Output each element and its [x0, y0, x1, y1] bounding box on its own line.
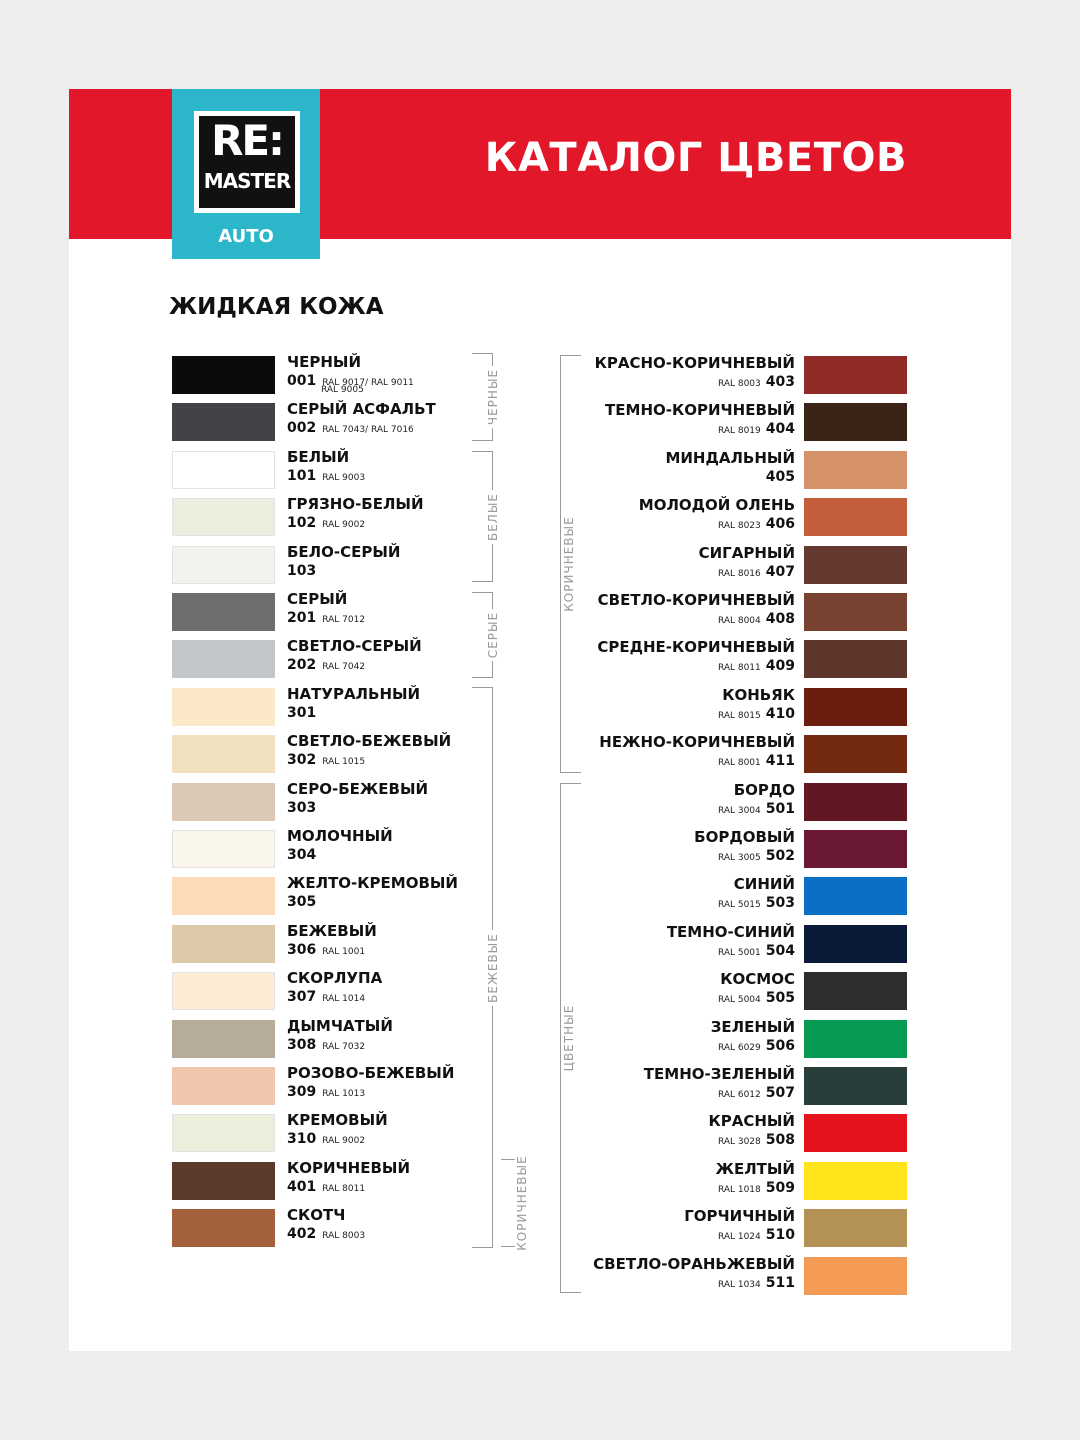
color-code: 504: [765, 942, 795, 959]
color-code-line: [718, 657, 795, 677]
ral-code: RAL 8011: [322, 1183, 366, 1194]
group-label: БЕЛЫЕ: [486, 489, 500, 543]
color-name: РОЗОВО-БЕЖЕВЫЙ: [287, 1064, 455, 1082]
ral-code: RAL 8003: [717, 379, 761, 389]
ral-code-secondary: RAL 9005: [321, 385, 364, 395]
color-code-line: [287, 419, 414, 439]
color-code: 510: [765, 1227, 795, 1244]
group-label: СЕРЫЕ: [486, 609, 500, 661]
color-code: 407: [765, 563, 795, 580]
ral-code: RAL 1014: [322, 994, 366, 1005]
color-code-line: [287, 562, 316, 580]
color-swatch-309: [172, 1067, 275, 1105]
color-code-line: [287, 467, 365, 487]
color-code-line: [287, 1036, 365, 1056]
ral-code: RAL 8001: [717, 758, 761, 769]
color-swatch-304: [172, 830, 275, 868]
color-swatch-306: [172, 925, 275, 963]
color-name: КОРИЧНЕВЫЙ: [287, 1158, 411, 1177]
color-code-line: [287, 1130, 365, 1150]
color-code-line: [287, 846, 316, 864]
ral-code: RAL 1015: [322, 757, 366, 768]
color-code-line: [718, 563, 795, 583]
color-code-line: [718, 752, 795, 772]
ral-code: RAL 7043/ RAL 7016: [322, 425, 414, 436]
color-swatch-103: [172, 546, 275, 584]
color-code-line: [287, 704, 316, 722]
color-name: КРАСНЫЙ: [708, 1112, 795, 1131]
color-code-line: [718, 373, 795, 393]
catalog-title: КАТАЛОГ ЦВЕТОВ: [484, 135, 907, 181]
color-swatch-406: [804, 498, 907, 536]
color-swatch-307: [172, 972, 275, 1010]
color-code: 410: [765, 705, 795, 722]
color-name: ДЫМЧАТЫЙ: [287, 1016, 393, 1035]
ral-code: RAL 1018: [717, 1184, 761, 1195]
color-swatch-302: [172, 735, 275, 773]
color-code-line: [287, 988, 365, 1008]
color-name: ЗЕЛЕНЫЙ: [710, 1017, 795, 1036]
color-swatch-411: [804, 735, 907, 773]
color-code: 505: [765, 990, 795, 1007]
color-code-line: [718, 1131, 795, 1151]
color-code: 508: [765, 1132, 795, 1149]
color-swatch-405: [804, 451, 907, 489]
color-code-line: [718, 1037, 795, 1057]
color-name: СВЕТЛО-КОРИЧНЕВЫЙ: [597, 591, 795, 609]
color-code-line: [718, 894, 795, 914]
ral-code: RAL 7042: [322, 662, 366, 673]
ral-code: RAL 6029: [717, 1042, 761, 1053]
color-code: 102: [287, 515, 317, 532]
ral-code: RAL 9017/ RAL 9011: [322, 378, 414, 388]
color-name: НАТУРАЛЬНЫЙ: [287, 684, 421, 703]
color-swatch-101: [172, 451, 275, 489]
color-name: БЕЛЫЙ: [287, 447, 350, 466]
group-label: ЧЕРНЫЕ: [486, 366, 500, 428]
color-code-line: [718, 1179, 795, 1199]
ral-code: RAL 1013: [322, 1089, 366, 1099]
color-code: 304: [287, 847, 317, 863]
color-name: СВЕТЛО-СЕРЫЙ: [287, 637, 422, 656]
color-code: 303: [287, 799, 317, 816]
color-code: 309: [287, 1084, 317, 1100]
color-code: 101: [287, 467, 317, 484]
ral-code: RAL 7032: [322, 1041, 366, 1052]
color-code-line: [287, 751, 365, 771]
color-name: МОЛОЧНЫЙ: [287, 827, 393, 845]
color-code: 306: [287, 941, 317, 958]
color-swatch-501: [804, 783, 907, 821]
color-swatch-505: [804, 972, 907, 1010]
color-name: БЕЖЕВЫЙ: [287, 921, 377, 940]
color-name: ТЕМНО-КОРИЧНЕВЫЙ: [605, 401, 795, 420]
color-code-line: [287, 514, 365, 534]
color-name: ГОРЧИЧНЫЙ: [684, 1207, 795, 1226]
ral-code: RAL 1024: [717, 1232, 761, 1243]
ral-code: RAL 8023: [717, 521, 761, 532]
color-swatch-301: [172, 688, 275, 726]
color-name: СИГАРНЫЙ: [698, 543, 795, 562]
color-swatch-310: [172, 1114, 275, 1152]
group-label: ЦВЕТНЫЕ: [562, 1002, 576, 1075]
ral-code: RAL 8003: [322, 1231, 366, 1242]
color-swatch-511: [804, 1257, 907, 1295]
catalog-page: [69, 89, 1011, 1351]
color-code-line: [718, 515, 795, 535]
color-name: СИНИЙ: [733, 875, 795, 894]
color-code: 305: [287, 894, 317, 911]
color-swatch-403: [804, 356, 907, 394]
color-swatch-308: [172, 1020, 275, 1058]
color-code: 502: [765, 848, 795, 864]
color-name: ГРЯЗНО-БЕЛЫЙ: [287, 495, 424, 514]
color-code: 401: [287, 1178, 317, 1195]
color-code-line: [287, 1225, 365, 1245]
color-swatch-508: [804, 1114, 907, 1152]
color-name: НЕЖНО-КОРИЧНЕВЫЙ: [599, 733, 795, 752]
color-code-line: [718, 1084, 795, 1104]
color-name: КОНЬЯК: [722, 685, 795, 704]
color-code: 404: [765, 421, 795, 438]
color-code: 503: [765, 895, 795, 912]
ral-code: RAL 8011: [717, 663, 761, 674]
ral-code: RAL 3005: [717, 853, 761, 863]
ral-code: RAL 8004: [717, 616, 761, 626]
color-swatch-503: [804, 877, 907, 915]
color-code: 509: [765, 1179, 795, 1196]
color-swatch-506: [804, 1020, 907, 1058]
ral-code: RAL 8016: [717, 568, 761, 579]
color-swatch-504: [804, 925, 907, 963]
ral-code: RAL 8015: [717, 710, 761, 721]
color-code: 201: [287, 610, 317, 626]
color-code-line: [287, 656, 365, 676]
color-code: 403: [765, 374, 795, 390]
color-code-line: [718, 1274, 795, 1294]
color-name: МОЛОДОЙ ОЛЕНЬ: [638, 496, 795, 515]
color-name: СЕРЫЙ АСФАЛЬТ: [287, 400, 436, 419]
color-swatch-303: [172, 783, 275, 821]
ral-code: RAL 6012: [717, 1090, 761, 1100]
color-code-line: [287, 941, 365, 961]
ral-code: RAL 8019: [717, 426, 761, 437]
ral-code: RAL 5015: [717, 900, 761, 911]
color-swatch-404: [804, 403, 907, 441]
color-code: 103: [287, 562, 317, 579]
color-code-line: [718, 705, 795, 725]
color-swatch-410: [804, 688, 907, 726]
color-code-line: [718, 610, 795, 630]
color-name: БОРДОВЫЙ: [694, 828, 795, 846]
color-code: 405: [765, 468, 795, 485]
color-name: БОРДО: [733, 780, 795, 799]
color-code-line: [287, 799, 316, 817]
color-code-line: [287, 609, 365, 629]
color-swatch-001: [172, 356, 275, 394]
color-code: 308: [287, 1036, 317, 1053]
color-swatch-502: [804, 830, 907, 868]
color-name: ЧЕРНЫЙ: [287, 353, 362, 371]
brand-logo: [172, 89, 320, 259]
color-swatch-201: [172, 593, 275, 631]
color-name: МИНДАЛЬНЫЙ: [665, 448, 795, 467]
color-swatch-002: [172, 403, 275, 441]
ral-code: RAL 3028: [717, 1137, 761, 1148]
ral-code: RAL 9003: [322, 472, 366, 483]
color-swatch-402: [172, 1209, 275, 1247]
color-code-line: [718, 847, 795, 867]
ral-code: RAL 9002: [322, 520, 366, 531]
group-label: КОРИЧНЕВЫЕ: [562, 513, 576, 614]
color-code: 411: [765, 753, 795, 770]
color-name: СВЕТЛО-ОРАНЬЖЕВЫЙ: [593, 1254, 795, 1273]
logo-re-text: RE:: [211, 116, 283, 165]
color-name: ЖЕЛТО-КРЕМОВЫЙ: [287, 874, 458, 893]
ral-code: RAL 1001: [322, 946, 366, 957]
color-name: ТЕМНО-СИНИЙ: [666, 922, 795, 941]
color-code: 506: [765, 1037, 795, 1054]
color-code: 507: [765, 1085, 795, 1101]
color-swatch-202: [172, 640, 275, 678]
color-code: 307: [287, 989, 317, 1006]
ral-code: RAL 5001: [717, 947, 761, 958]
color-code-line: [718, 1226, 795, 1246]
color-name: СЕРО-БЕЖЕВЫЙ: [287, 779, 429, 798]
color-name: СРЕДНЕ-КОРИЧНЕВЫЙ: [597, 638, 795, 657]
group-label: БЕЖЕВЫЕ: [486, 930, 500, 1006]
logo-master-text: MASTER: [203, 169, 291, 193]
ral-code: RAL 9002: [322, 1136, 366, 1147]
color-swatch-401: [172, 1162, 275, 1200]
color-swatch-408: [804, 593, 907, 631]
color-code-line: [287, 893, 316, 911]
color-code-line: [766, 468, 795, 486]
color-name: БЕЛО-СЕРЫЙ: [287, 542, 401, 561]
color-code-line: [718, 942, 795, 962]
color-code: 408: [765, 611, 795, 627]
color-code: 301: [287, 704, 317, 721]
color-name: ТЕМНО-ЗЕЛЕНЫЙ: [643, 1065, 795, 1083]
color-code: 409: [765, 658, 795, 675]
color-name: ЖЕЛТЫЙ: [715, 1159, 795, 1178]
color-name: СКОРЛУПА: [287, 969, 383, 988]
color-swatch-507: [804, 1067, 907, 1105]
color-code-line: [718, 989, 795, 1009]
ral-code: RAL 5004: [717, 995, 761, 1006]
section-title: ЖИДКАЯ КОЖА: [169, 294, 384, 320]
ral-code: RAL 7012: [322, 615, 366, 625]
color-code: 501: [765, 800, 795, 817]
color-swatch-409: [804, 640, 907, 678]
ral-code: RAL 1034: [717, 1279, 761, 1290]
color-code-line: [287, 1083, 365, 1103]
color-swatch-510: [804, 1209, 907, 1247]
color-code: 406: [765, 516, 795, 533]
color-code: 511: [765, 1274, 795, 1291]
color-name: КРАСНО-КОРИЧНЕВЫЙ: [594, 354, 795, 372]
color-swatch-102: [172, 498, 275, 536]
color-code: 202: [287, 657, 317, 674]
color-code-line: [718, 420, 795, 440]
color-name: СКОТЧ: [287, 1206, 346, 1225]
color-code: 002: [287, 420, 317, 437]
group-label: КОРИЧНЕВЫЕ: [515, 1152, 529, 1253]
ral-code: RAL 3004: [717, 805, 761, 816]
color-code: 302: [287, 752, 317, 769]
color-name: СВЕТЛО-БЕЖЕВЫЙ: [287, 732, 452, 751]
color-swatch-305: [172, 877, 275, 915]
color-name: КРЕМОВЫЙ: [287, 1111, 388, 1130]
color-code: 310: [287, 1131, 317, 1148]
color-swatch-407: [804, 546, 907, 584]
color-name: СЕРЫЙ: [287, 590, 348, 608]
color-code: 402: [287, 1226, 317, 1243]
color-name: КОСМОС: [720, 970, 795, 989]
color-code: 001: [287, 373, 317, 389]
color-swatch-509: [804, 1162, 907, 1200]
color-code-line: [287, 1178, 365, 1198]
logo-auto-text: AUTO: [218, 226, 274, 247]
color-code-line: [718, 800, 795, 820]
